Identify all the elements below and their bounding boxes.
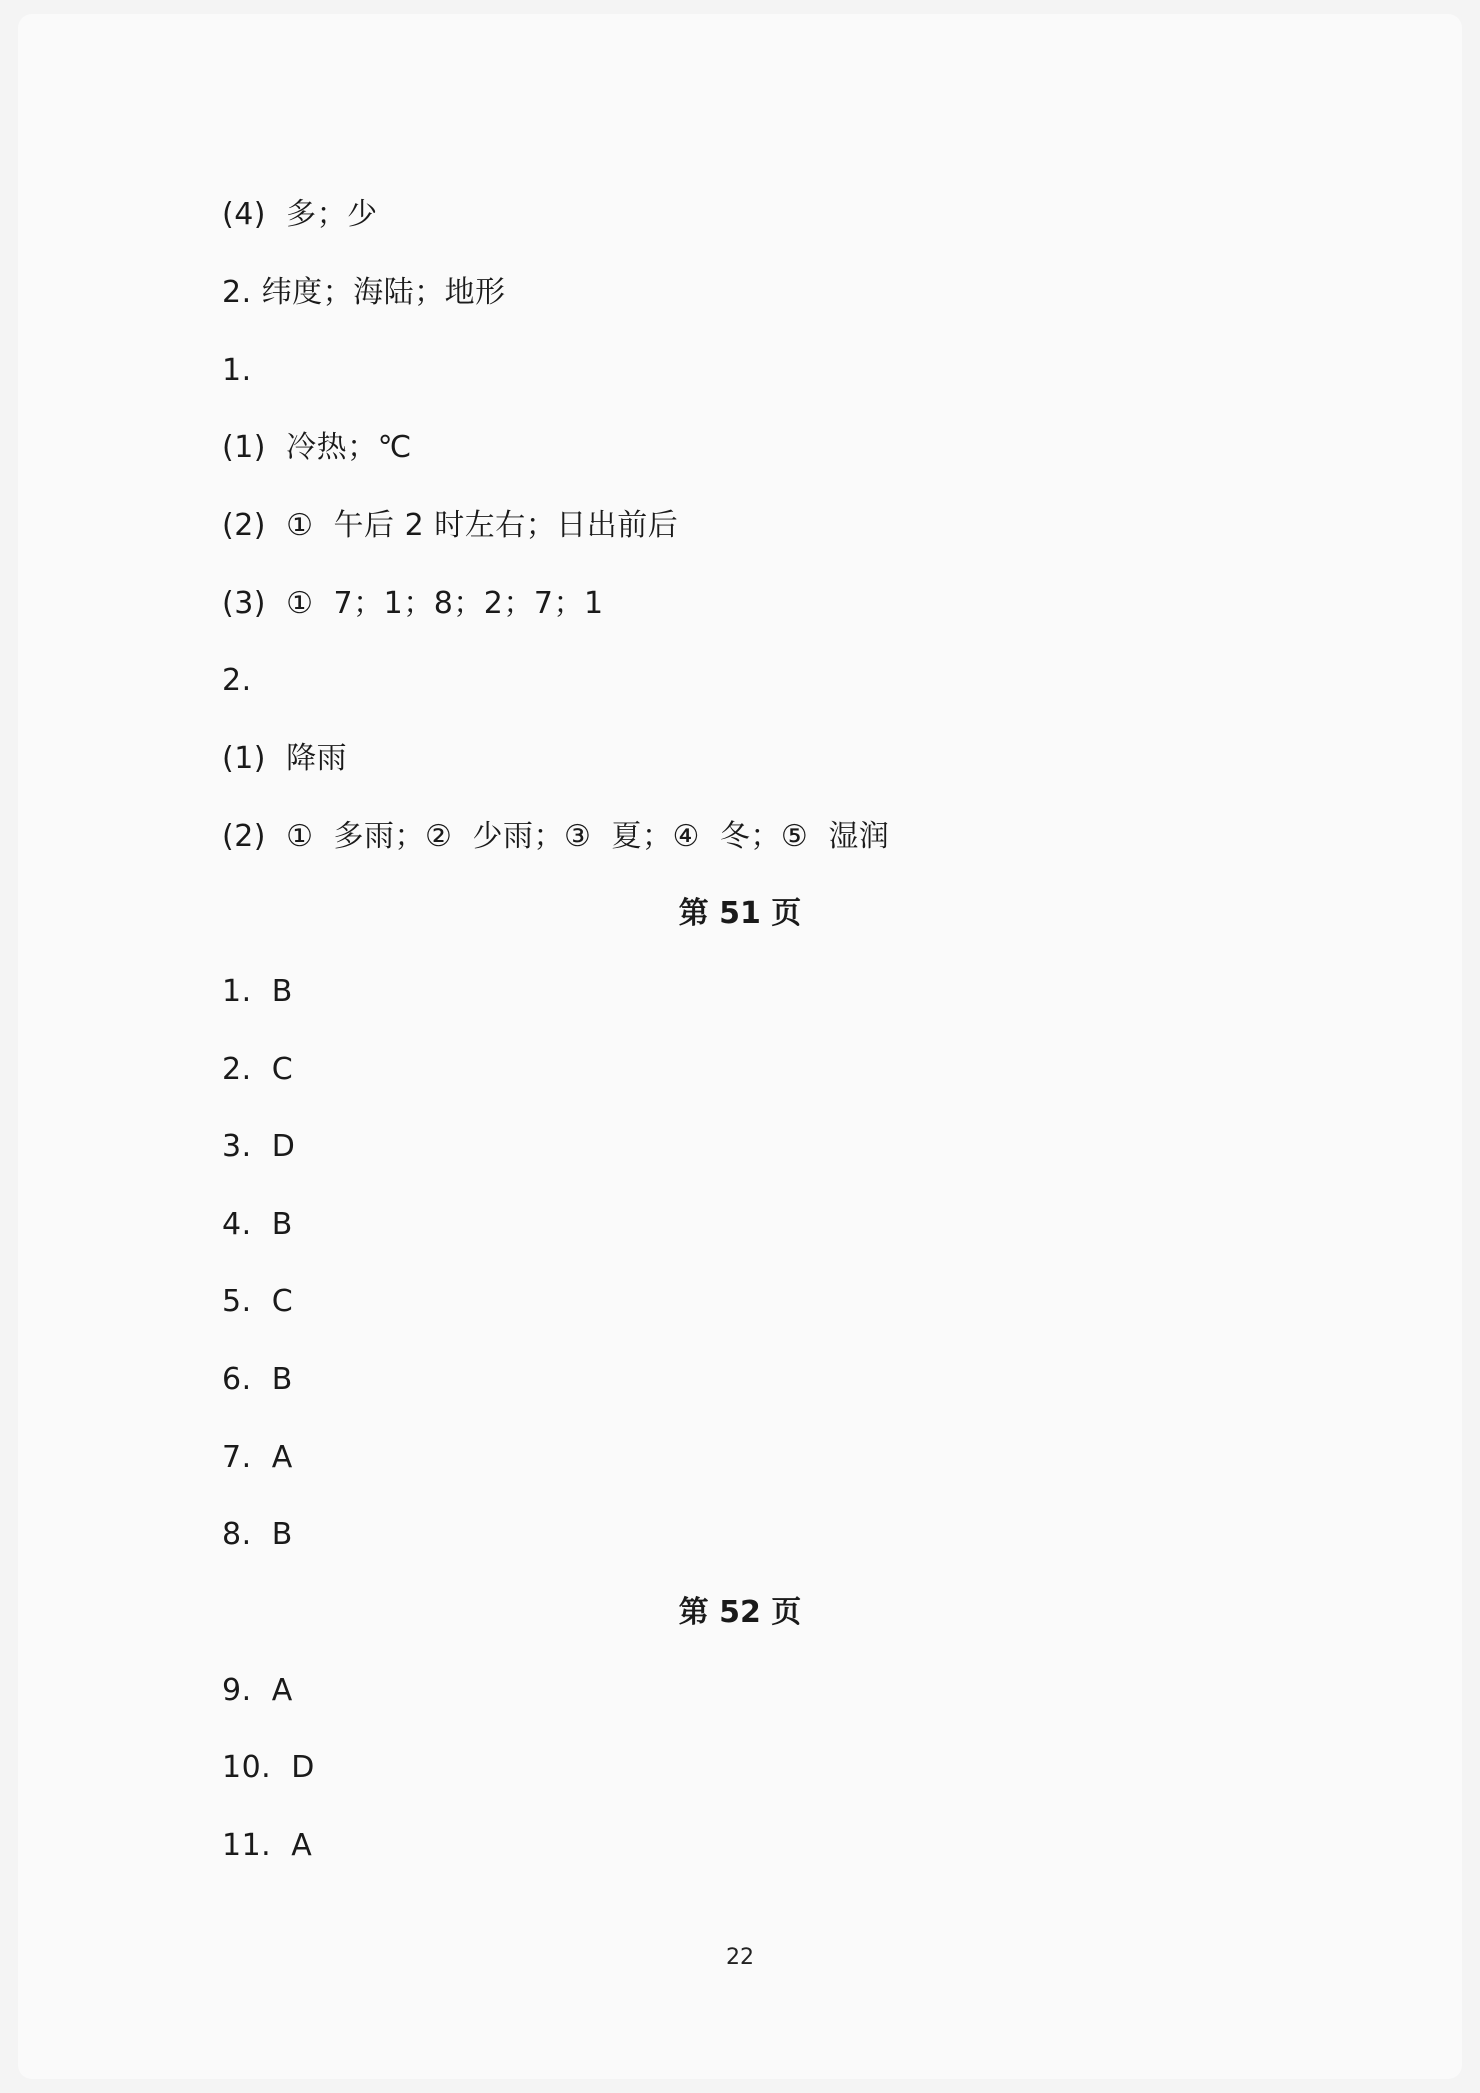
answer-line: 8. B — [222, 1517, 293, 1552]
answer-line: 2. 纬度；海陆；地形 — [222, 275, 506, 310]
section-heading-page-51: 第 51 页 — [678, 896, 802, 931]
answer-line: 2. C — [222, 1052, 294, 1087]
answer-line: (1) 降雨 — [222, 741, 348, 776]
answer-line: (4) 多；少 — [222, 197, 378, 232]
answer-line: (1) 冷热；℃ — [222, 430, 412, 465]
answer-line: 1. — [222, 353, 252, 388]
page-number: 22 — [726, 1945, 754, 1970]
answer-line: 11. A — [222, 1828, 313, 1863]
answer-line: 7. A — [222, 1440, 293, 1475]
answer-line: 10. D — [222, 1750, 315, 1785]
answer-line: (3) ① 7；1；8；2；7；1 — [222, 586, 604, 621]
answer-line: 3. D — [222, 1129, 296, 1164]
answer-line: 1. B — [222, 974, 293, 1009]
answer-line: (2) ① 午后 2 时左右；日出前后 — [222, 508, 679, 543]
answer-line: 4. B — [222, 1207, 293, 1242]
answer-line: (2) ① 多雨；② 少雨；③ 夏；④ 冬；⑤ 湿润 — [222, 819, 890, 854]
answer-line: 9. A — [222, 1673, 293, 1708]
answer-line: 6. B — [222, 1362, 293, 1397]
answer-line: 5. C — [222, 1284, 294, 1319]
answer-line: 2. — [222, 663, 252, 698]
section-heading-page-52: 第 52 页 — [678, 1595, 802, 1630]
